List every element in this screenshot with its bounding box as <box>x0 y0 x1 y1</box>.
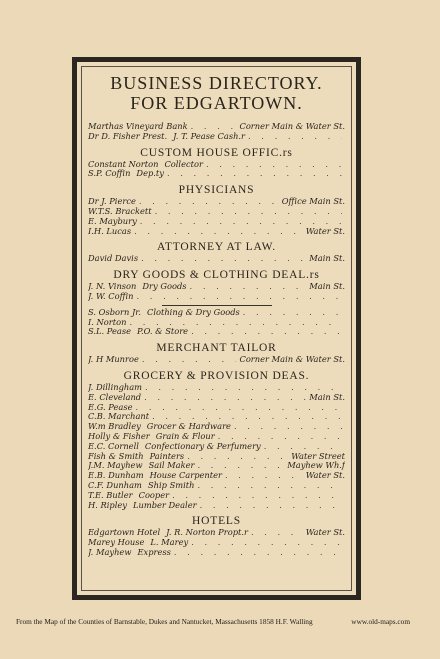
entry-address: Corner Main & Water St. <box>239 122 345 131</box>
dot-leader <box>191 327 342 337</box>
directory-entry <box>88 461 345 471</box>
entry-name: E. Cleveland <box>88 392 142 402</box>
section-heading: DRY GOODS & CLOTHING DEAL.rs <box>113 269 320 282</box>
entry-name: Constant Norton <box>88 159 159 169</box>
directory-entry <box>88 383 345 393</box>
section-heading: MERCHANT TAILOR <box>156 342 277 355</box>
directory-entry <box>88 308 345 318</box>
entry-name: I. Norton <box>88 317 127 327</box>
section-heading: PHYSICIANS <box>178 184 255 197</box>
directory-entry <box>88 227 345 237</box>
entry-business: P.O. & Store <box>137 327 189 337</box>
dot-leader <box>134 227 303 237</box>
entry-business: L. Marey <box>150 538 189 548</box>
dot-leader <box>187 452 288 462</box>
entry-name: S.L. Pease <box>88 327 132 337</box>
entry-business: J. R. Norton Propt.r <box>166 528 248 538</box>
dot-leader <box>152 412 342 422</box>
entry-name: Edgartown Hotel <box>88 528 161 538</box>
entry-business: Grain & Flour <box>155 431 215 441</box>
dot-leader <box>167 169 342 179</box>
directory-entry <box>88 207 345 217</box>
directory-entry <box>88 403 345 413</box>
entry-name: J. W. Coffin <box>88 291 134 301</box>
entry-business: Express <box>137 547 171 557</box>
directory-entry <box>88 442 345 452</box>
map-caption <box>0 617 440 626</box>
section-heading: CUSTOM HOUSE OFFIC.rs <box>140 146 293 159</box>
entry-name: W.m Bradley <box>88 422 141 432</box>
dot-leader <box>264 442 342 452</box>
entry-name: David Davis <box>88 254 139 264</box>
entry-business: Collector <box>164 159 203 169</box>
entry-address: Mayhew Wh.f <box>287 461 345 471</box>
entry-name: Dr D. Fisher Prest. <box>88 131 168 141</box>
dot-leader <box>206 160 342 170</box>
dot-leader <box>141 254 306 264</box>
entry-business: Painters <box>149 451 185 461</box>
directory-entry <box>88 355 345 365</box>
entry-business: Dry Goods <box>142 282 187 292</box>
entry-business: Sail Maker <box>148 461 195 471</box>
directory-entry <box>88 393 345 403</box>
entry-business: Cooper <box>138 490 170 500</box>
directory-entry <box>88 481 345 491</box>
entry-name: E.C. Cornell <box>88 441 139 451</box>
entry-address: Water Street <box>291 451 345 461</box>
directory-entry <box>88 217 345 227</box>
entry-name: J. Dillingham <box>88 382 143 392</box>
dot-leader <box>198 461 285 471</box>
entry-business: Lumber Dealer <box>132 500 197 510</box>
entry-business: Ship Smith <box>147 480 195 490</box>
caption-website: www.old-maps.com <box>351 617 410 626</box>
entry-address: Main St. <box>309 282 345 292</box>
dot-leader <box>140 217 342 227</box>
directory-entry <box>88 422 345 432</box>
dot-leader <box>251 528 303 538</box>
entry-business: House Carpenter <box>149 471 222 481</box>
dot-leader <box>174 548 342 558</box>
dot-leader <box>191 538 342 548</box>
directory-entry <box>88 471 345 481</box>
dot-leader <box>172 491 342 501</box>
section-heading: GROCERY & PROVISION DEAS. <box>123 369 310 382</box>
entry-name: J. Mayhew <box>88 547 132 557</box>
directory-entry <box>88 327 345 337</box>
dot-leader <box>155 207 342 217</box>
section-heading: HOTELS <box>192 515 241 528</box>
directory-subtitle: FOR EDGARTOWN. <box>130 93 303 113</box>
entry-name: E. Maybury <box>88 216 137 226</box>
entry-name: E.G. Pease <box>88 402 133 412</box>
dot-leader <box>129 318 342 328</box>
entry-name: C.B. Marchant <box>88 412 150 422</box>
dot-leader <box>248 132 342 142</box>
directory-inner-border <box>81 66 352 591</box>
dot-leader <box>190 282 307 292</box>
directory-entry <box>88 548 345 558</box>
dot-leader <box>225 471 303 481</box>
entry-address: Corner Main & Water St. <box>239 355 345 365</box>
directory-entry <box>88 169 345 179</box>
directory-entry <box>88 132 345 142</box>
directory-entry <box>88 160 345 170</box>
directory-frame <box>72 57 361 600</box>
dot-leader <box>218 432 342 442</box>
directory-entry <box>88 122 345 132</box>
entry-name: J. N. Vinson <box>88 282 137 292</box>
entry-name: Dr J. Pierce <box>88 197 136 207</box>
dot-leader <box>145 383 342 393</box>
dot-leader <box>200 501 342 511</box>
section-heading: ATTORNEY AT LAW. <box>157 241 276 254</box>
entry-business: Confectionary & Perfumery <box>144 441 261 451</box>
entry-name: Fish & Smith <box>88 451 144 461</box>
divider-rule <box>162 305 272 306</box>
entry-name: W.T.S. Brackett <box>88 206 152 216</box>
dot-leader <box>234 422 342 432</box>
entry-name: S. Osborn Jr. <box>88 307 141 317</box>
entry-name: H. Ripley <box>88 500 127 510</box>
directory-entry <box>88 412 345 422</box>
directory-entry <box>88 432 345 442</box>
entry-address: Main St. <box>309 392 345 402</box>
directory-entry <box>88 452 345 462</box>
directory-entry <box>88 318 345 328</box>
dot-leader <box>197 481 342 491</box>
dot-leader <box>243 308 342 318</box>
entry-business: Grocer & Hardware <box>146 422 231 432</box>
entry-name: Marthas Vineyard Bank <box>88 122 188 131</box>
directory-sections <box>88 119 345 558</box>
entry-address: Water St. <box>305 226 345 236</box>
entry-name: S.P. Coffin <box>88 169 131 179</box>
directory-entry <box>88 501 345 511</box>
entry-name: Holly & Fisher <box>88 431 150 441</box>
dot-leader <box>139 197 279 207</box>
dot-leader <box>191 122 237 132</box>
directory-entry <box>88 528 345 538</box>
entry-name: T.E. Butler <box>88 490 133 500</box>
entry-name: J.M. Mayhew <box>88 461 143 471</box>
entry-address: Water St. <box>305 471 345 481</box>
entry-address: Office Main St. <box>281 197 345 207</box>
entry-name: E.B. Dunham <box>88 471 144 481</box>
dot-leader <box>137 292 342 302</box>
directory-title: BUSINESS DIRECTORY. <box>110 73 323 93</box>
directory-entry <box>88 538 345 548</box>
directory-entry <box>88 254 345 264</box>
entry-business: J. T. Pease Cash.r <box>173 131 246 141</box>
entry-name: J. H Munroe <box>88 355 139 365</box>
caption-source: From the Map of the Counties of Barnstable, Dukes and Nantucket, Massachusetts 1858 H.F. Walling <box>16 617 313 626</box>
directory-entry <box>88 292 345 302</box>
entry-business: Clothing & Dry Goods <box>147 307 240 317</box>
directory-content <box>88 73 345 558</box>
dot-leader <box>136 403 342 413</box>
directory-entry <box>88 197 345 207</box>
dot-leader <box>142 355 237 365</box>
entry-name: Marey House <box>88 538 145 548</box>
entry-name: I.H. Lucas <box>88 226 132 236</box>
entry-business: Dep.ty <box>136 169 164 179</box>
entry-address: Main St. <box>309 254 345 264</box>
entry-address: Water St. <box>305 528 345 538</box>
entry-name: C.F. Dunham <box>88 480 142 490</box>
directory-entry <box>88 491 345 501</box>
directory-entry <box>88 282 345 292</box>
dot-leader <box>144 393 306 403</box>
